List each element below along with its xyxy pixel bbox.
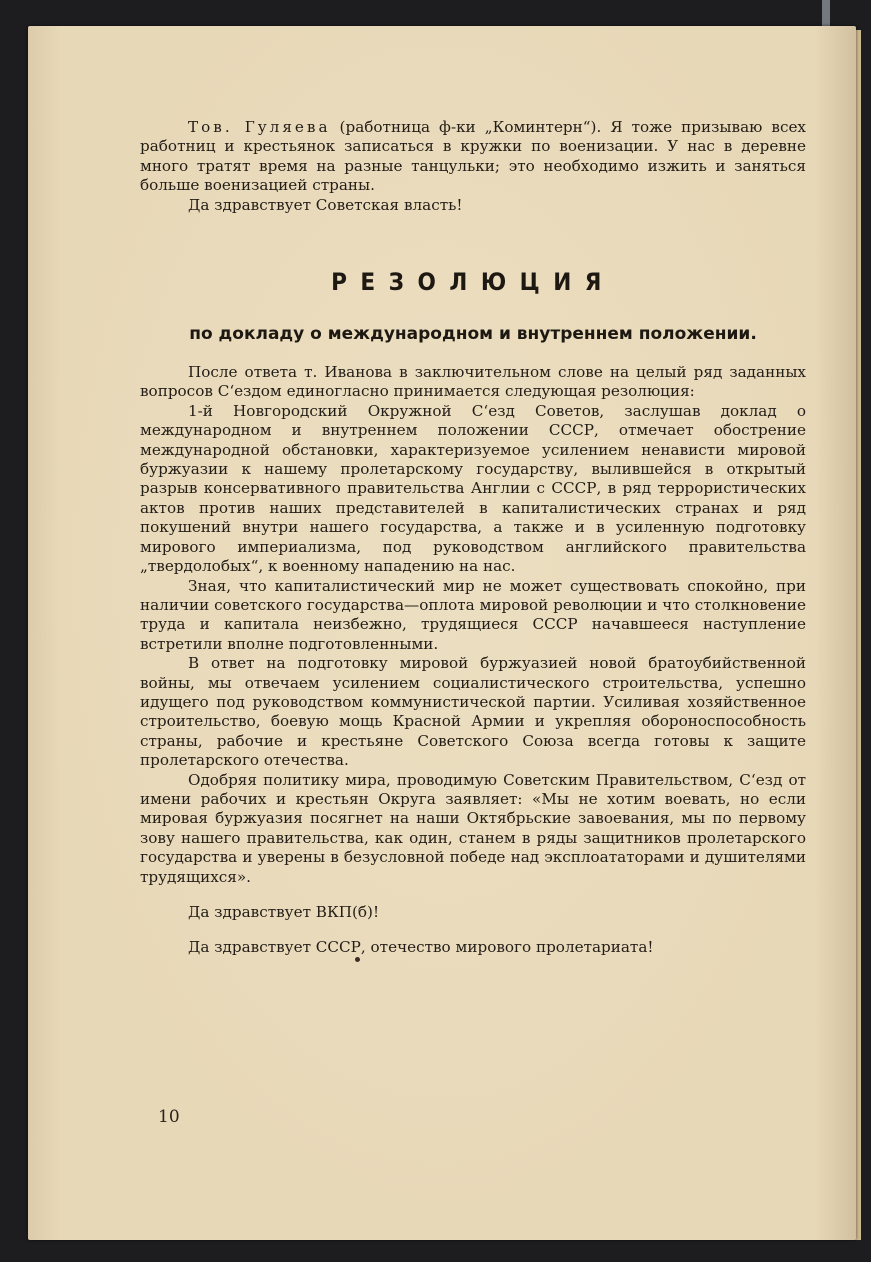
document-title: РЕЗОЛЮЦИЯ	[331, 268, 615, 297]
resolution-paragraph: Одобряя политику мира, проводимую Советским Правительством, С‘езд от имени рабочих и крестьян Округа заявляет: «Мы не хотим воевать, но если мировая буржуазия посягнет на наши Октябрьские завоевания, мы по первому зову нашего правительства, как один, станем в ряды защитников пролетарского государства и уверены в безусловной победе над эксплоататорами и душителями трудящихся».	[140, 770, 806, 886]
resolution-paragraph: В ответ на подготовку мировой буржуазией новой братоубийственной войны, мы отвечаем усилением социалистического строительства, успешно идущего под руководством коммунистической партии. Усиливая хозяйственное строительство, боевую мощь Красной Армии и укрепляя обороноспособность страны, рабочие и крестьяне Советского Союза всегда готовы к защите пролетарского отечества.	[140, 654, 806, 770]
document-subtitle: по докладу о международном и внутреннем положении.	[189, 324, 757, 345]
intro-text: (работница ф-ки „Коминтерн“). Я тоже призываю всех работниц и крестьянок записаться в кружки по военизации. У нас в деревне много тратят время на разные танцульки; это необходимо изжить и заняться больше военизацией страны.	[140, 118, 806, 195]
intro-paragraph	[140, 118, 806, 196]
intro-slogan: Да здравствует Советская власть!	[188, 195, 463, 214]
speaker-name: Тов. Гуляева	[188, 118, 331, 136]
closing-slogan: Да здравствует ВКП(б)!	[188, 903, 380, 921]
resolution-paragraph: После ответа т. Иванова в заключительном слове на целый ряд заданных вопросов С‘ездом единогласно принимается следующая резолюция:	[140, 363, 806, 401]
page-number: 10	[158, 1107, 180, 1127]
page-text-block	[140, 118, 806, 958]
ink-speck	[355, 957, 360, 962]
resolution-paragraph: Зная, что капиталистический мир не может существовать спокойно, при наличии советского государства—оплота мировой революции и что столкновение труда и капитала неизбежно, трудящиеся СССР начавшееся наступление встретили вполне подготовленными.	[140, 576, 806, 653]
closing-slogan: Да здравствует СССР, отечество мирового пролетариата!	[188, 938, 654, 957]
resolution-paragraph: 1-й Новгородский Окружной С‘езд Советов, заслушав доклад о международном и внутреннем положении СССР, отмечает обострение международной обстановки, характеризуемое усилением ненависти мировой буржуазии к нашему пролетарскому государству, вылившейся в открытый разрыв консервативного правительства Англии с СССР, в ряд террористических актов против наших представителей в капиталистических странах и ряд покушений внутри нашего государства, а также и в усиленную подготовку мирового империализма, под руководством английского правительства „твердолобых“, к военному нападению на нас.	[140, 401, 806, 576]
